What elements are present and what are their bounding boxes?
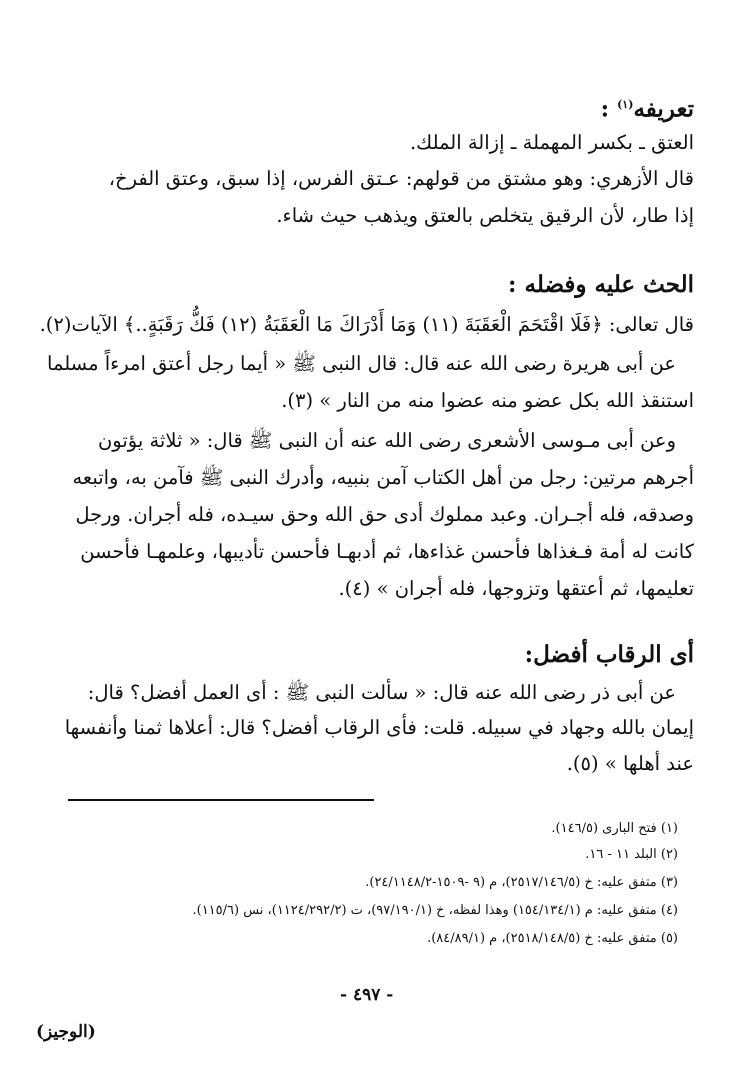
- page-number: - ٤٩٧ -: [340, 985, 394, 1005]
- heading-colon: :: [600, 95, 610, 123]
- body-line: العتق ـ بكسر المهملة ـ إزالة الملك.: [409, 131, 694, 154]
- hadith-line: إيمان بالله وجهاد في سبيله. قلت: فأى الرقاب أفضل؟ قال: أعلاها ثمنا وأنفسها: [64, 716, 694, 739]
- hadith-line: كانت له أمة فـغذاها فأحسن غذاءها، ثم أدبهـا فأحسن تأديبها، وعلمهـا فأحسن: [80, 540, 694, 563]
- section-heading-best-slaves: أى الرقاب أفضل:: [524, 641, 694, 668]
- hadith-line: تعليمها، ثم أعتقها وتزوجها، فله أجران » (٤).: [338, 577, 694, 600]
- book-tag: (الوجيز): [36, 1022, 96, 1042]
- body-line: إذا طار، لأن الرقيق يتخلص بالعتق ويذهب حيث شاء.: [276, 204, 694, 227]
- hadith-line: وصدقه، فله أجـران. وعبد مملوك أدى حق الله وحق سيـده، فله أجران. ورجل: [75, 503, 694, 526]
- quran-verse-line: قال تعالى: ﴿فَلَا اقْتَحَمَ الْعَقَبَةَ (١١) وَمَا أَدْرَاكَ مَا الْعَقَبَةُ (١٢) فَكُّ رَقَبَةٍ..﴾ الآيات(٢).: [39, 313, 694, 336]
- hadith-line: استنقذ الله بكل عضو منه عضوا منه من النار » (٣).: [281, 389, 694, 412]
- footnote-ref[interactable]: (١): [617, 98, 634, 111]
- section-heading-encouragement: الحث عليه وفضله :: [508, 271, 694, 298]
- hadith-line: وعن أبى مـوسى الأشعرى رضى الله عنه أن النبى ﷺ قال: « ثلاثة يؤتون: [97, 429, 676, 452]
- heading-text: تعريفه: [633, 95, 694, 123]
- footnote: (٣) متفق عليه: خ (٢٥١٧/١٤٦/٥)، م (٩ -١٥٠٩-٢٤/١١٤٨/٢).: [365, 875, 678, 890]
- hadith-line: عن أبى ذر رضى الله عنه قال: « سألت النبى ﷺ : أى العمل أفضل؟ قال:: [87, 681, 676, 704]
- hadith-line: عند أهلها » (٥).: [566, 752, 694, 775]
- section-heading-definition: [56, 88, 694, 127]
- body-line: قال الأزهري: وهو مشتق من قولهم: عـتق الفرس، إذا سبق، وعتق الفرخ،: [108, 167, 694, 190]
- footnote: (٢) البلد ١١ - ١٦.: [585, 847, 678, 862]
- footnote: (٥) متفق عليه: خ (٢٥١٨/١٤٨/٥)، م (٨٤/٨٩/١).: [427, 931, 678, 946]
- footnote: (٤) متفق عليه: م (١٥٤/١٣٤/١) وهذا لفظه، خ (٩٧/١٩٠/١)، ت (١١٢٤/٢٩٢/٢)، نس (١١٥/٦).: [192, 903, 678, 918]
- hadith-line: أجرهم مرتين: رجل من أهل الكتاب آمن بنبيه، وأدرك النبى ﷺ فآمن به، واتبعه: [72, 466, 694, 489]
- footnote-separator: [68, 799, 374, 801]
- footnote: (١) فتح البارى (١٤٦/٥).: [551, 821, 678, 836]
- hadith-line: عن أبى هريرة رضى الله عنه قال: قال النبى ﷺ « أيما رجل أعتق امرءاً مسلما: [47, 352, 676, 375]
